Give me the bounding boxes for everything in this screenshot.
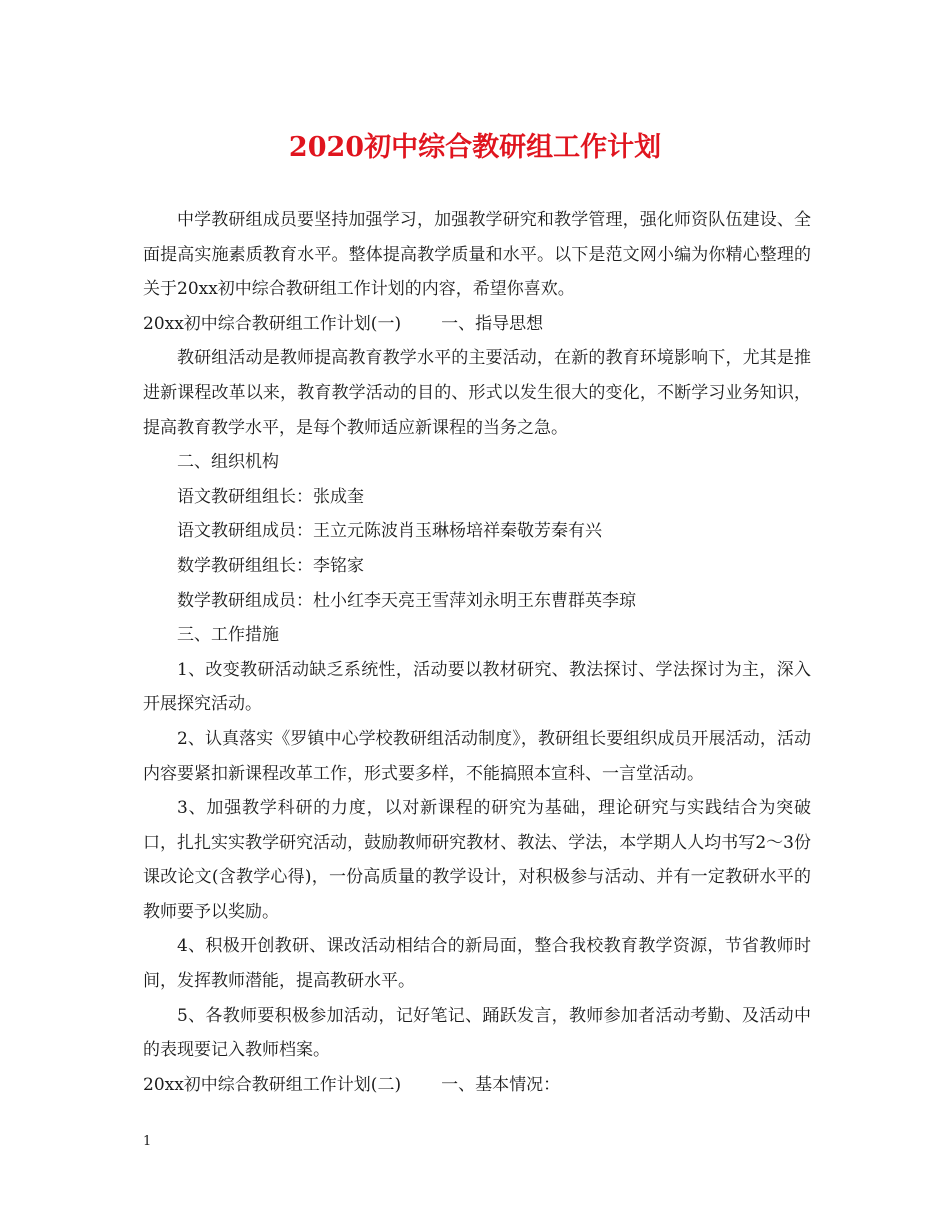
math-group-leader: 数学教研组组长：李铭家 <box>177 555 364 576</box>
intro-paragraph: 中学教研组成员要坚持加强学习，加强教学研究和教学管理，强化师资队伍建设、全面提高实施素质教育水平。整体提高教学质量和水平。以下是范文网小编为你精心整理的关于20xx初中综合教研组工作计划的内容，希望你喜欢。 <box>143 210 811 300</box>
section-three-heading: 三、工作措施 <box>177 625 279 646</box>
plan-two-section-one-heading: 一、基本情况： <box>441 1074 561 1095</box>
plan-one-heading-line <box>143 307 811 342</box>
section-two-heading: 二、组织机构 <box>177 452 279 473</box>
chinese-group-members: 语文教研组成员：王立元陈波肖玉琳杨培祥秦敬芳秦有兴 <box>177 521 602 542</box>
plan-two-heading: 20xx初中综合教研组工作计划(二) <box>143 1074 402 1095</box>
document-title: 2020初中综合教研组工作计划 <box>288 132 662 163</box>
section-one-heading: 一、指导思想 <box>441 313 544 334</box>
page-number: 1 <box>143 1134 152 1149</box>
measure-two: 2、认真落实《罗镇中心学校教研组活动制度》，教研组长要组织成员开展活动，活动内容要紧扣新课程改革工作，形式要多样，不能搞照本宣科、一言堂活动。 <box>143 728 811 784</box>
plan-two-heading-line <box>143 1068 811 1103</box>
measure-five: 5、各教师要积极参加活动，记好笔记、踊跃发言，教师参加者活动考勤、及活动中的表现要记入教师档案。 <box>143 1005 811 1061</box>
chinese-group-leader: 语文教研组组长：张成奎 <box>177 486 364 507</box>
section-one-paragraph: 教研组活动是教师提高教育教学水平的主要活动，在新的教育环境影响下，尤其是推进新课程改革以来，教育教学活动的目的、形式以发生很大的变化，不断学习业务知识，提高教育教学水平，是每个教师适应新课程的当务之急。 <box>143 348 811 438</box>
measure-one: 1、改变教研活动缺乏系统性，活动要以教材研究、教法探讨、学法探讨为主，深入开展探究活动。 <box>143 659 811 715</box>
plan-one-heading: 20xx初中综合教研组工作计划(一) <box>143 313 402 334</box>
measure-four: 4、积极开创教研、课改活动相结合的新局面，整合我校教育教学资源，节省教师时间，发挥教师潜能，提高教研水平。 <box>143 936 811 992</box>
measure-three: 3、加强教学科研的力度，以对新课程的研究为基础，理论研究与实践结合为突破口，扎扎实实教学研究活动，鼓励教师研究教材、教法、学法，本学期人人均书写2～3份课改论文(含教学心得)，一份高质量的教学设计，对积极参与活动、并有一定教研水平的教师要予以奖励。 <box>143 798 811 922</box>
math-group-members: 数学教研组成员：杜小红李天亮王雪萍刘永明王东曹群英李琼 <box>177 590 636 611</box>
document-body <box>143 203 811 1102</box>
